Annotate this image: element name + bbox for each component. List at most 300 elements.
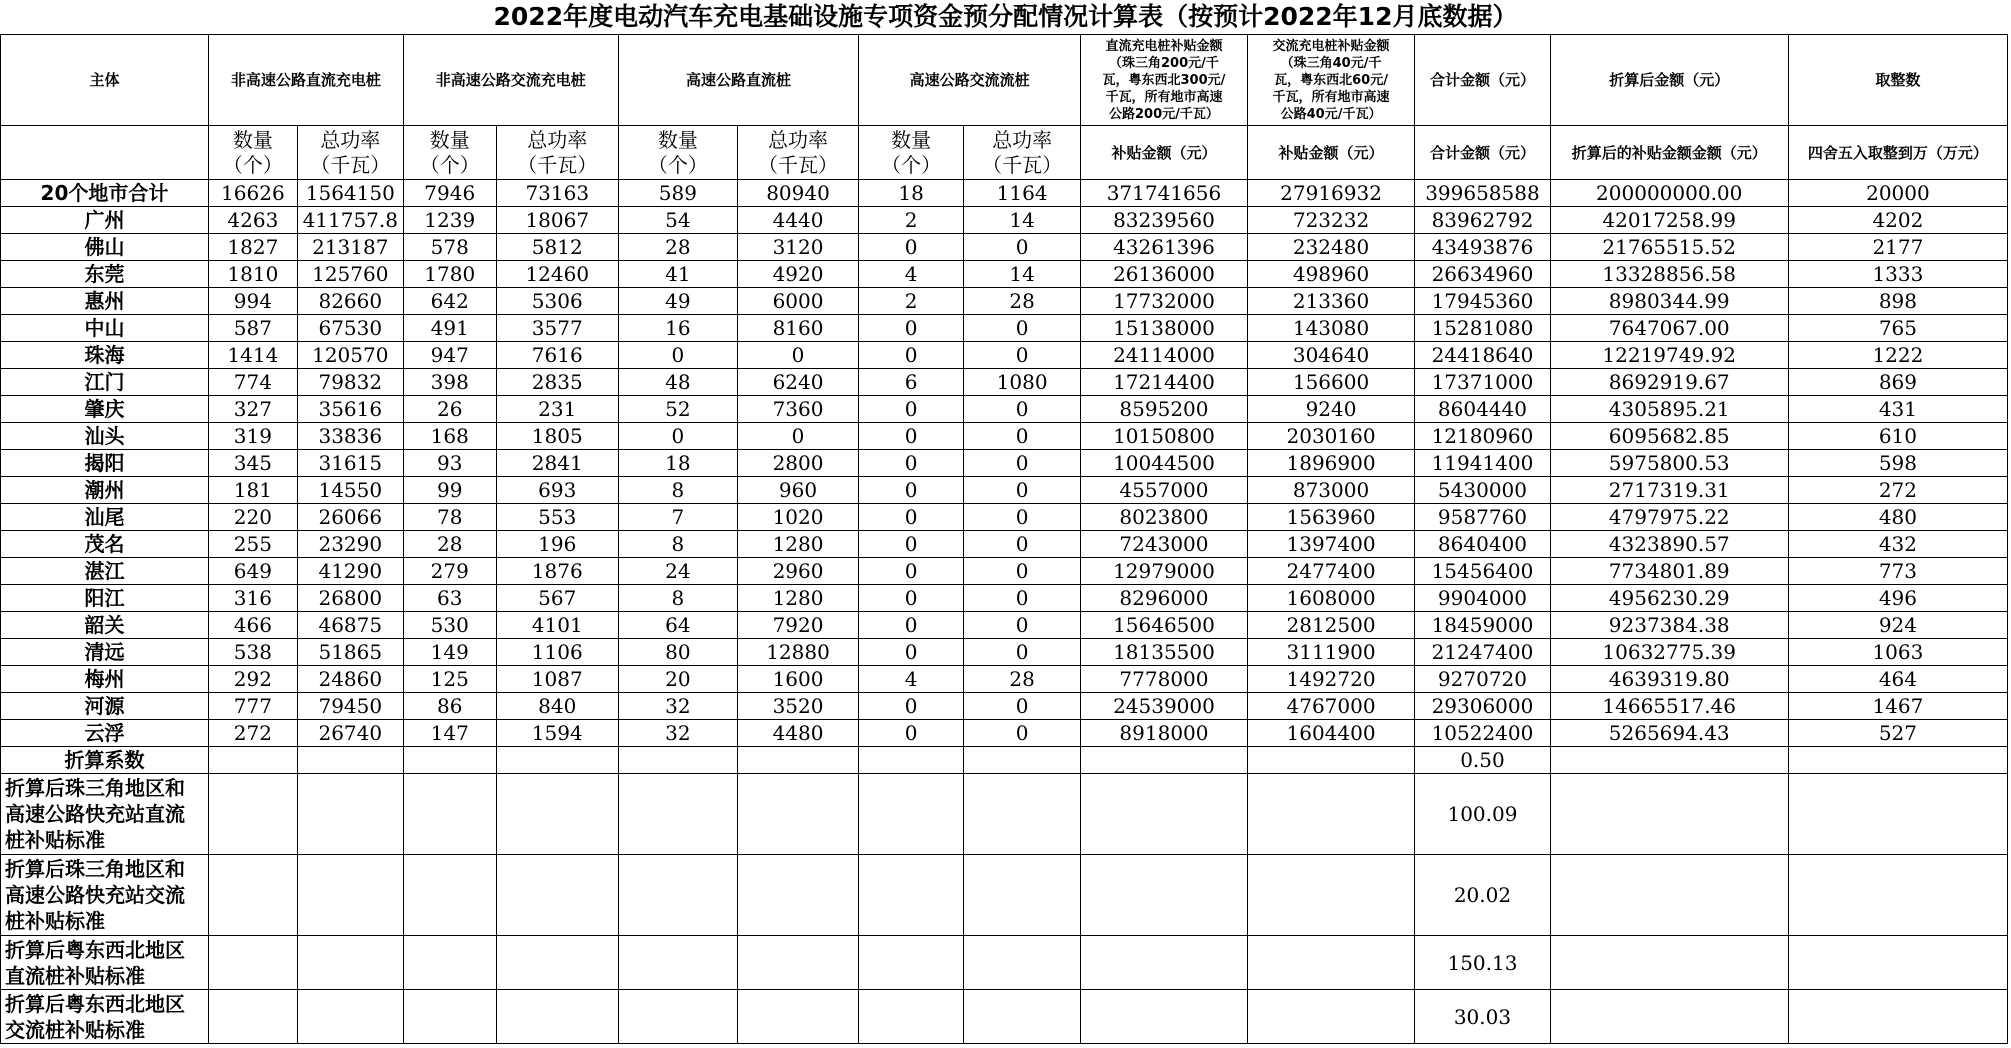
cell-value: 2 [859,207,964,234]
cell-value: 5430000 [1415,477,1550,504]
standard-label: 折算后粤东西北地区 直流桩补贴标准 [1,936,209,990]
empty-cell [737,990,858,1044]
cell-value: 86 [403,693,496,720]
cell-value: 200000000.00 [1550,180,1788,207]
cell-value: 21247400 [1415,639,1550,666]
header-row-sub [1,126,2008,180]
empty-cell [1247,774,1415,855]
header-highway-dc: 高速公路直流桩 [618,35,858,126]
cell-value: 12219749.92 [1550,342,1788,369]
cell-value: 0 [859,396,964,423]
cell-value: 873000 [1247,477,1415,504]
cell-value: 125760 [297,261,403,288]
table-row [1,585,2008,612]
cell-value: 231 [496,396,618,423]
cell-value: 10632775.39 [1550,639,1788,666]
row-name: 清远 [1,639,209,666]
header-qty: 数量 （个） [208,126,297,180]
cell-value: 8980344.99 [1550,288,1788,315]
empty-cell [297,747,403,774]
cell-value: 3120 [737,234,858,261]
standard-value: 100.09 [1415,774,1550,855]
cell-value: 527 [1788,720,2007,747]
standard-value: 30.03 [1415,990,1550,1044]
cell-value: 316 [208,585,297,612]
cell-value: 0 [964,720,1081,747]
empty-cell [1247,747,1415,774]
cell-value: 5975800.53 [1550,450,1788,477]
cell-value: 0 [737,342,858,369]
cell-value: 7243000 [1081,531,1248,558]
empty-cell [1081,990,1248,1044]
header-nonhighway-dc: 非高速公路直流充电桩 [208,35,403,126]
cell-value: 530 [403,612,496,639]
cell-value: 31615 [297,450,403,477]
empty-cell [859,990,964,1044]
cell-value: 0 [859,504,964,531]
cell-value: 28 [964,288,1081,315]
empty-cell [737,936,858,990]
cell-value: 28 [964,666,1081,693]
cell-value: 398 [403,369,496,396]
cell-value: 723232 [1247,207,1415,234]
cell-value: 21765515.52 [1550,234,1788,261]
standard-label: 折算后粤东西北地区 交流桩补贴标准 [1,990,209,1044]
cell-value: 840 [496,693,618,720]
cell-value: 67530 [297,315,403,342]
empty-cell [496,936,618,990]
cell-value: 12460 [496,261,618,288]
cell-value: 4323890.57 [1550,531,1788,558]
cell-value: 4202 [1788,207,2007,234]
cell-value: 0 [859,234,964,261]
cell-value: 0 [964,234,1081,261]
cell-value: 1492720 [1247,666,1415,693]
cell-value: 46875 [297,612,403,639]
cell-value: 2030160 [1247,423,1415,450]
cell-value: 2841 [496,450,618,477]
cell-value: 1080 [964,369,1081,396]
empty-cell [403,774,496,855]
cell-value: 0 [618,423,737,450]
cell-value: 774 [208,369,297,396]
cell-value: 1600 [737,666,858,693]
empty-cell [297,990,403,1044]
cell-value: 0 [964,477,1081,504]
cell-value: 0 [964,612,1081,639]
cell-value: 64 [618,612,737,639]
row-name: 茂名 [1,531,209,558]
cell-value: 26 [403,396,496,423]
header-power: 总功率 （千瓦） [297,126,403,180]
cell-value: 17945360 [1415,288,1550,315]
cell-value: 947 [403,342,496,369]
empty-cell [496,747,618,774]
cell-value: 994 [208,288,297,315]
empty-cell [1550,990,1788,1044]
cell-value: 0 [964,693,1081,720]
row-name: 梅州 [1,666,209,693]
cell-value: 29306000 [1415,693,1550,720]
row-name: 江门 [1,369,209,396]
cell-value: 1222 [1788,342,2007,369]
header-subsidy: 补贴金额（元） [1081,126,1248,180]
cell-value: 4480 [737,720,858,747]
cell-value: 1780 [403,261,496,288]
cell-value: 83239560 [1081,207,1248,234]
cell-value: 4440 [737,207,858,234]
cell-value: 7778000 [1081,666,1248,693]
cell-value: 24539000 [1081,693,1248,720]
cell-value: 371741656 [1081,180,1248,207]
cell-value: 13328856.58 [1550,261,1788,288]
cell-value: 8 [618,531,737,558]
cell-value: 4305895.21 [1550,396,1788,423]
cell-value: 2717319.31 [1550,477,1788,504]
cell-value: 8296000 [1081,585,1248,612]
empty-cell [297,774,403,855]
cell-value: 642 [403,288,496,315]
cell-value: 8 [618,477,737,504]
cell-value: 4639319.80 [1550,666,1788,693]
cell-value: 610 [1788,423,2007,450]
empty-cell [208,936,297,990]
cell-value: 8640400 [1415,531,1550,558]
header-total-sub: 合计金额（元） [1415,126,1550,180]
cell-value: 24114000 [1081,342,1248,369]
cell-value: 43261396 [1081,234,1248,261]
header-qty: 数量 （个） [859,126,964,180]
cell-value: 41290 [297,558,403,585]
cell-value: 0 [859,315,964,342]
cell-value: 9270720 [1415,666,1550,693]
cell-value: 0 [964,504,1081,531]
cell-value: 8918000 [1081,720,1248,747]
header-rounded: 取整数 [1788,35,2007,126]
empty-cell [208,855,297,936]
header-sub-empty [1,126,209,180]
cell-value: 292 [208,666,297,693]
cell-value: 4797975.22 [1550,504,1788,531]
empty-cell [297,936,403,990]
table-row [1,450,2008,477]
factor-row [1,747,2008,774]
standard-row [1,855,2008,936]
header-rounded-sub: 四舍五入取整到万（万元） [1788,126,2007,180]
cell-value: 41 [618,261,737,288]
cell-value: 232480 [1247,234,1415,261]
cell-value: 1563960 [1247,504,1415,531]
cell-value: 1564150 [297,180,403,207]
sheet-title: 2022年度电动汽车充电基础设施专项资金预分配情况计算表（按预计2022年12月底数据） [493,2,1518,31]
cell-value: 0 [964,342,1081,369]
table-row [1,396,2008,423]
cell-value: 1164 [964,180,1081,207]
cell-value: 589 [618,180,737,207]
row-name: 揭阳 [1,450,209,477]
cell-value: 1333 [1788,261,2007,288]
empty-cell [403,747,496,774]
table-row [1,423,2008,450]
cell-value: 52 [618,396,737,423]
cell-value: 73163 [496,180,618,207]
cell-value: 213360 [1247,288,1415,315]
cell-value: 20000 [1788,180,2007,207]
cell-value: 8692919.67 [1550,369,1788,396]
cell-value: 2 [859,288,964,315]
cell-value: 765 [1788,315,2007,342]
cell-value: 0 [859,477,964,504]
table-row [1,261,2008,288]
table-row [1,477,2008,504]
empty-cell [737,747,858,774]
cell-value: 1604400 [1247,720,1415,747]
cell-value: 304640 [1247,342,1415,369]
empty-cell [964,990,1081,1044]
cell-value: 649 [208,558,297,585]
cell-value: 6095682.85 [1550,423,1788,450]
cell-value: 9587760 [1415,504,1550,531]
row-name: 云浮 [1,720,209,747]
cell-value: 3111900 [1247,639,1415,666]
header-highway-ac: 高速公路交流流桩 [859,35,1081,126]
empty-cell [737,774,858,855]
cell-value: 16626 [208,180,297,207]
header-row-groups [1,35,2008,126]
empty-cell [964,747,1081,774]
cell-value: 0 [859,639,964,666]
cell-value: 14 [964,261,1081,288]
cell-value: 924 [1788,612,2007,639]
cell-value: 0 [964,396,1081,423]
empty-cell [618,990,737,1044]
cell-value: 18459000 [1415,612,1550,639]
cell-value: 1876 [496,558,618,585]
cell-value: 15138000 [1081,315,1248,342]
row-name: 20个地市合计 [1,180,209,207]
cell-value: 491 [403,315,496,342]
cell-value: 83962792 [1415,207,1550,234]
cell-value: 0 [964,639,1081,666]
table-row [1,315,2008,342]
header-converted-sub: 折算后的补贴金额金额（元） [1550,126,1788,180]
empty-cell [618,936,737,990]
table-row [1,666,2008,693]
cell-value: 28 [403,531,496,558]
cell-value: 319 [208,423,297,450]
cell-value: 1239 [403,207,496,234]
empty-cell [208,774,297,855]
cell-value: 4101 [496,612,618,639]
cell-value: 598 [1788,450,2007,477]
cell-value: 26136000 [1081,261,1248,288]
standard-value: 20.02 [1415,855,1550,936]
empty-cell [403,936,496,990]
cell-value: 80 [618,639,737,666]
cell-value: 8604440 [1415,396,1550,423]
cell-value: 26740 [297,720,403,747]
cell-value: 120570 [297,342,403,369]
cell-value: 8023800 [1081,504,1248,531]
cell-value: 10044500 [1081,450,1248,477]
header-total: 合计金额（元） [1415,35,1550,126]
cell-value: 143080 [1247,315,1415,342]
cell-value: 693 [496,477,618,504]
cell-value: 5265694.43 [1550,720,1788,747]
cell-value: 1020 [737,504,858,531]
cell-value: 18 [859,180,964,207]
table-row [1,639,2008,666]
cell-value: 2177 [1788,234,2007,261]
cell-value: 0 [859,558,964,585]
cell-value: 0 [618,342,737,369]
row-name: 汕头 [1,423,209,450]
standard-row [1,936,2008,990]
cell-value: 4557000 [1081,477,1248,504]
cell-value: 78 [403,504,496,531]
cell-value: 14 [964,207,1081,234]
cell-value: 20 [618,666,737,693]
allocation-table [0,34,2008,1044]
cell-value: 1063 [1788,639,2007,666]
cell-value: 80940 [737,180,858,207]
table-row [1,234,2008,261]
row-name: 佛山 [1,234,209,261]
cell-value: 2960 [737,558,858,585]
table-row [1,288,2008,315]
header-power: 总功率 （千瓦） [737,126,858,180]
cell-value: 17214400 [1081,369,1248,396]
cell-value: 464 [1788,666,2007,693]
cell-value: 411757.8 [297,207,403,234]
table-row [1,720,2008,747]
cell-value: 17371000 [1415,369,1550,396]
empty-cell [496,774,618,855]
cell-value: 3577 [496,315,618,342]
cell-value: 14550 [297,477,403,504]
cell-value: 0 [859,612,964,639]
cell-value: 93 [403,450,496,477]
row-name: 韶关 [1,612,209,639]
empty-cell [618,747,737,774]
cell-value: 28 [618,234,737,261]
row-name: 肇庆 [1,396,209,423]
cell-value: 0 [964,450,1081,477]
cell-value: 5306 [496,288,618,315]
cell-value: 24418640 [1415,342,1550,369]
row-name: 广州 [1,207,209,234]
cell-value: 10150800 [1081,423,1248,450]
empty-cell [1788,747,2007,774]
cell-value: 1896900 [1247,450,1415,477]
header-qty: 数量 （个） [618,126,737,180]
cell-value: 255 [208,531,297,558]
empty-cell [1788,936,2007,990]
cell-value: 54 [618,207,737,234]
cell-value: 7946 [403,180,496,207]
empty-cell [208,747,297,774]
empty-cell [1550,774,1788,855]
empty-cell [618,855,737,936]
cell-value: 1827 [208,234,297,261]
cell-value: 8160 [737,315,858,342]
row-name: 东莞 [1,261,209,288]
cell-value: 147 [403,720,496,747]
cell-value: 345 [208,450,297,477]
cell-value: 42017258.99 [1550,207,1788,234]
empty-cell [859,774,964,855]
table-row [1,207,2008,234]
header-ac-subsidy: 交流充电桩补贴金额 （珠三角40元/千 瓦，粤东西北60元/ 千瓦，所有地市高速 公路40元/千瓦） [1247,35,1415,126]
standard-label: 折算后珠三角地区和 高速公路快充站直流 桩补贴标准 [1,774,209,855]
header-power: 总功率 （千瓦） [964,126,1081,180]
cell-value: 960 [737,477,858,504]
cell-value: 7647067.00 [1550,315,1788,342]
cell-value: 0 [859,585,964,612]
cell-value: 327 [208,396,297,423]
cell-value: 24860 [297,666,403,693]
cell-value: 8 [618,585,737,612]
row-name: 珠海 [1,342,209,369]
cell-value: 4920 [737,261,858,288]
header-nonhighway-ac: 非高速公路交流充电桩 [403,35,618,126]
empty-cell [496,855,618,936]
cell-value: 0 [964,585,1081,612]
cell-value: 0 [964,423,1081,450]
cell-value: 18135500 [1081,639,1248,666]
cell-value: 79832 [297,369,403,396]
standard-value: 150.13 [1415,936,1550,990]
cell-value: 7734801.89 [1550,558,1788,585]
cell-value: 32 [618,720,737,747]
cell-value: 466 [208,612,297,639]
cell-value: 272 [208,720,297,747]
row-name: 湛江 [1,558,209,585]
cell-value: 4956230.29 [1550,585,1788,612]
cell-value: 399658588 [1415,180,1550,207]
cell-value: 7360 [737,396,858,423]
cell-value: 432 [1788,531,2007,558]
cell-value: 2835 [496,369,618,396]
cell-value: 12979000 [1081,558,1248,585]
table-row [1,504,2008,531]
cell-value: 15646500 [1081,612,1248,639]
table-row [1,693,2008,720]
cell-value: 567 [496,585,618,612]
cell-value: 213187 [297,234,403,261]
cell-value: 3520 [737,693,858,720]
empty-cell [1247,936,1415,990]
header-converted: 折算后金额（元） [1550,35,1788,126]
cell-value: 18 [618,450,737,477]
cell-value: 125 [403,666,496,693]
cell-value: 26066 [297,504,403,531]
total-row [1,180,2008,207]
empty-cell [403,990,496,1044]
cell-value: 149 [403,639,496,666]
table-row [1,612,2008,639]
cell-value: 777 [208,693,297,720]
cell-value: 26634960 [1415,261,1550,288]
empty-cell [1081,747,1248,774]
cell-value: 15456400 [1415,558,1550,585]
row-name: 惠州 [1,288,209,315]
cell-value: 2812500 [1247,612,1415,639]
table-row [1,342,2008,369]
cell-value: 1280 [737,585,858,612]
empty-cell [737,855,858,936]
cell-value: 8595200 [1081,396,1248,423]
